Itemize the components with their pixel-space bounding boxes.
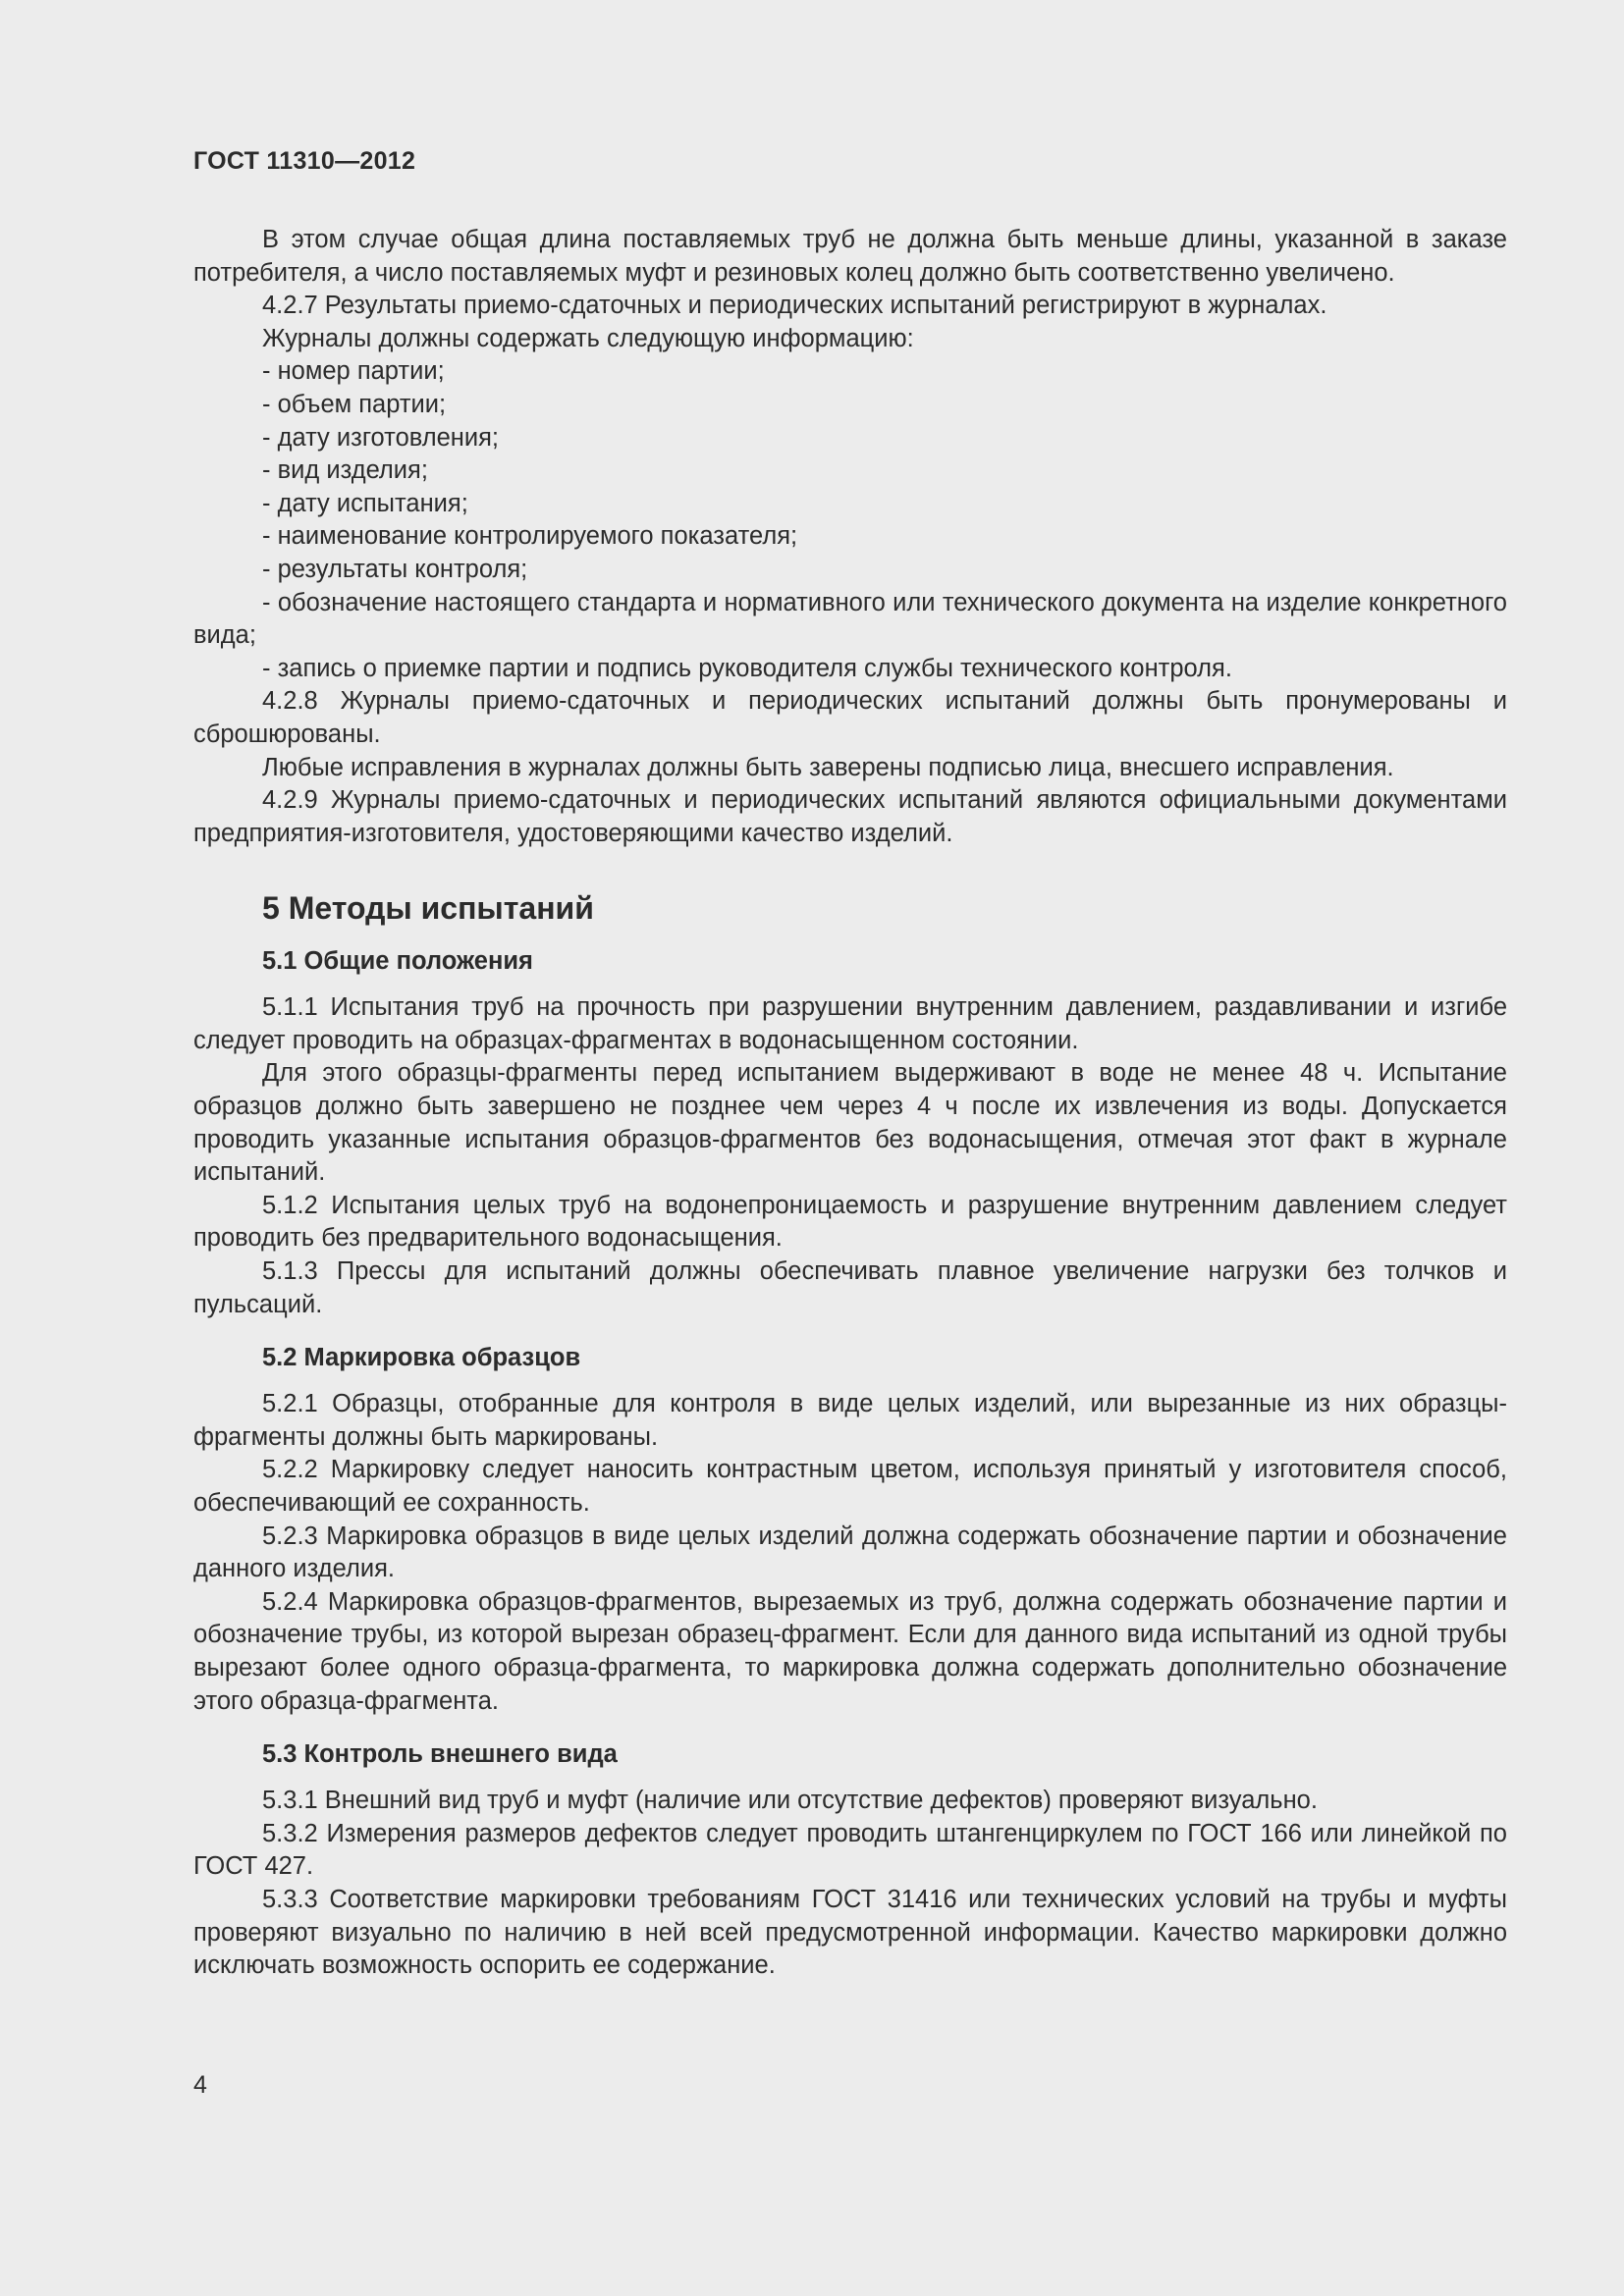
list-item: - дату испытания; xyxy=(262,489,468,517)
paragraph-5-2-3: 5.2.3 Маркировка образцов в виде целых изделий должна содержать обозначение партии и обозначение данного изделия. xyxy=(193,1522,1507,1583)
paragraph-5-1-1-cont: Для этого образцы-фрагменты перед испытанием выдерживают в воде не менее 48 ч. Испытание образцов должно быть завершено не позднее чем через 4 ч после их извлечения из воды. Допускается проводить указанные испытания образцов-фрагментов без водонасыщения, отмечая этот факт в журнале испытаний. xyxy=(193,1059,1507,1187)
list-item: - вид изделия; xyxy=(262,456,428,485)
list-item: - дату изготовления; xyxy=(262,423,499,452)
list-item: - запись о приемке партии и подпись руководителя службы технического контроля. xyxy=(262,654,1232,682)
document-body xyxy=(193,224,1507,1983)
subsection-5-2-heading: 5.2 Маркировка образцов xyxy=(262,1344,581,1372)
list-item: - результаты контроля; xyxy=(262,555,528,583)
paragraph-corrections: Любые исправления в журналах должны быть заверены подписью лица, внесшего исправления. xyxy=(262,753,1394,781)
subsection-5-1-heading: 5.1 Общие положения xyxy=(262,947,533,976)
paragraph-5-2-1: 5.2.1 Образцы, отобранные для контроля в виде целых изделий, или вырезанные из них образцы-фрагменты должны быть маркированы. xyxy=(193,1390,1507,1451)
paragraph-4-2-9: 4.2.9 Журналы приемо-сдаточных и периодических испытаний являются официальными документами предприятия-изготовителя, удостоверяющими качество изделий. xyxy=(193,786,1507,847)
subsection-5-3-heading: 5.3 Контроль внешнего вида xyxy=(262,1740,618,1769)
page-number: 4 xyxy=(193,2071,207,2099)
paragraph-5-1-3: 5.1.3 Прессы для испытаний должны обеспечивать плавное увеличение нагрузки без толчков и пульсаций. xyxy=(193,1257,1507,1318)
list-item: - обозначение настоящего стандарта и нормативного или технического документа на изделие конкретного вида; xyxy=(193,588,1507,650)
paragraph-5-3-1: 5.3.1 Внешний вид труб и муфт (наличие или отсутствие дефектов) проверяют визуально. xyxy=(262,1787,1318,1815)
list-item: - номер партии; xyxy=(262,357,445,386)
paragraph-4-2-7: 4.2.7 Результаты приемо-сдаточных и периодических испытаний регистрируют в журналах. xyxy=(262,292,1327,320)
paragraph-5-2-4: 5.2.4 Маркировка образцов-фрагментов, вырезаемых из труб, должна содержать обозначение партии и обозначение трубы, из которой вырезан образец-фрагмент. Если для данного вида испытаний из одной трубы вырезают более одного образца-фрагмента, то маркировка должна содержать дополнительно обозначение этого образца-фрагмента. xyxy=(193,1587,1507,1715)
section-5-heading: 5 Методы испытаний xyxy=(262,890,594,927)
paragraph-intro: В этом случае общая длина поставляемых труб не должна быть меньше длины, указанной в заказе потребителя, а число поставляемых муфт и резиновых колец должно быть соответственно увеличено. xyxy=(193,226,1507,287)
paragraph-journals-intro: Журналы должны содержать следующую информацию: xyxy=(262,324,914,352)
paragraph-5-1-2: 5.1.2 Испытания целых труб на водонепроницаемость и разрушение внутренним давлением следует проводить без предварительного водонасыщения. xyxy=(193,1191,1507,1253)
document-header: ГОСТ 11310—2012 xyxy=(193,147,416,175)
list-item: - объем партии; xyxy=(262,390,447,418)
list-item: - наименование контролируемого показателя; xyxy=(262,522,798,551)
paragraph-5-3-2: 5.3.2 Измерения размеров дефектов следует проводить штангенциркулем по ГОСТ 166 или линейкой по ГОСТ 427. xyxy=(193,1819,1507,1881)
paragraph-5-1-1: 5.1.1 Испытания труб на прочность при разрушении внутренним давлением, раздавливании и изгибе следует проводить на образцах-фрагментах в водонасыщенном состоянии. xyxy=(193,993,1507,1054)
paragraph-5-3-3: 5.3.3 Соответствие маркировки требованиям ГОСТ 31416 или технических условий на трубы и муфты проверяют визуально по наличию в ней всей предусмотренной информации. Качество маркировки должно исключать возможность оспорить ее содержание. xyxy=(193,1885,1507,1980)
paragraph-4-2-8: 4.2.8 Журналы приемо-сдаточных и периодических испытаний должны быть пронумерованы и сброшюрованы. xyxy=(193,687,1507,748)
paragraph-5-2-2: 5.2.2 Маркировку следует наносить контрастным цветом, используя принятый у изготовителя способ, обеспечивающий ее сохранность. xyxy=(193,1456,1507,1517)
